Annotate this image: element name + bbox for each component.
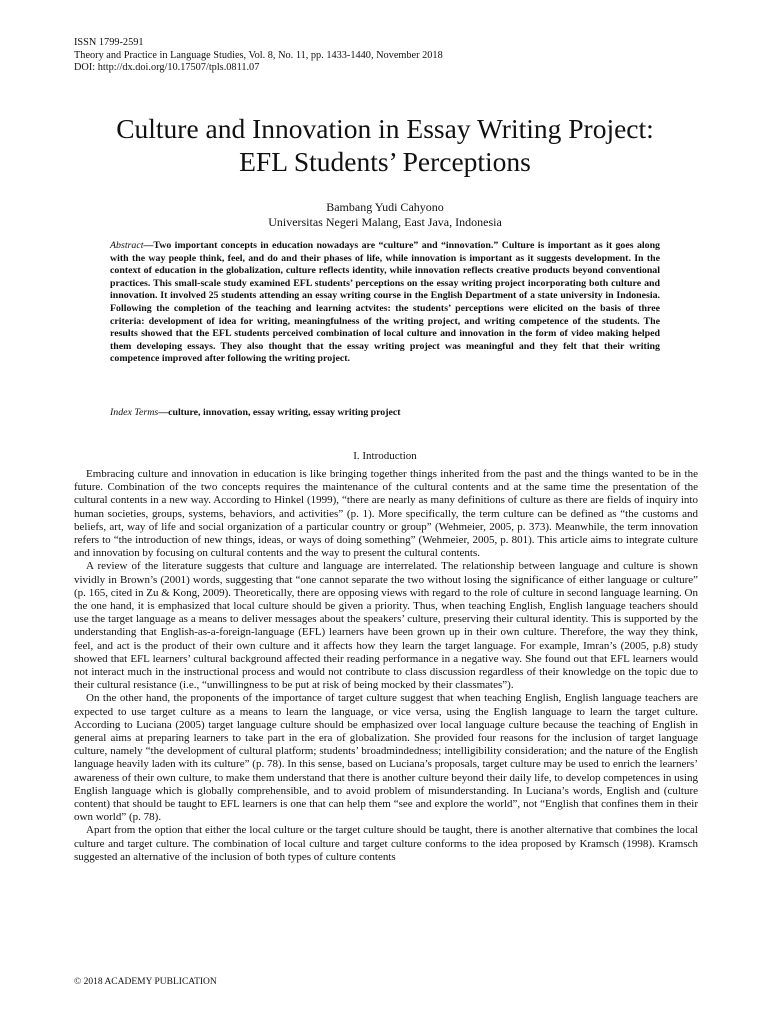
body-paragraph: On the other hand, the proponents of the importance of target culture suggest that when teaching English, English language teachers are expected to use target culture as a means to learn the language, or vice versa, using the English language to learn the target culture. According to Luciana (2005) target language culture should be emphasized over local language culture because the teaching of English in general aims at preparing learners to take part in the era of globalization. She provided four reasons for the inclusion of target language culture, namely “the development of cultural platform; students’ broadmindedness; intelligibility consideration; and the nature of the English language heavily laden with its culture” (p. 78). In this sense, based on Luciana’s proposals, target culture may be used to enrich the learners’ awareness of their own culture, to make them understand that there is another culture beyond their daily life, to develop competences in using English language which is globally comprehensible, and to avoid problem of misunderstanding. In Luciana’s words, English and (culture content) that should be taught to EFL learners is one that can help them “see and explore the world”, not “English that confines them in their own world” (p. 78). (74, 692, 698, 824)
section-heading: I. Introduction (353, 450, 417, 462)
index-terms-label: Index Terms (110, 407, 159, 418)
abstract-label: Abstract (110, 240, 144, 251)
body-paragraph: Embracing culture and innovation in education is like bringing together things inherited from the past and the things wanted to be in the future. Combination of the two concepts requires the maintenance of the cultural contents and at the same time the presentation of the cultural contents in a new way. According to Hinkel (1999), “there are nearly as many definitions of culture as there are fields of inquiry into human societies, groups, systems, behaviors, and activities” (p. 1). More specifically, the term culture can be defined as “the customs and beliefs, art, way of life and social organization of a particular country or group” (Wehmeier, 2005, p. 373). Meanwhile, the term innovation refers to “the introduction of new things, ideas, or ways of doing something” (Wehmeier, 2005, p. 801). This article aims to integrate culture and innovation by focusing on cultural contents and the way to present the cultural contents. (74, 468, 698, 560)
body-text (74, 468, 698, 864)
index-terms-text: —culture, innovation, essay writing, essay writing project (158, 407, 401, 418)
body-paragraph: Apart from the option that either the local culture or the target culture should be taught, there is another alternative that combines the local culture and target culture. The combination of local culture and target culture conforms to the idea proposed by Kramsch (1998). Kramsch suggested an alternative of the inclusion of both types of culture contents (74, 824, 698, 863)
copyright-footer: © 2018 ACADEMY PUBLICATION (74, 977, 217, 987)
title-line-1: Culture and Innovation in Essay Writing Project: (116, 113, 654, 144)
abstract-text: —Two important concepts in education nowadays are “culture” and “innovation.” Culture is important as it goes along with the way people think, feel, and do and their phases of life, while innovation is important as it suggests development. In the context of education in the globalization, culture reflects identity, while innovation reflects creative products beyond conventional practices. This small-scale study examined EFL students’ perceptions on the essay writing project incorporating both culture and innovation. It involved 25 students attending an essay writing course in the English Department of a state university in Indonesia. Following the completion of the teaching and learning actvites: the students’ perceptions were elicited on the basis of three criteria: development of idea for writing, meaningfulness of the writing project, and writing competence of the students. The results showed that the EFL students perceived combination of local culture and innovation in the form of video making helped them developing essays. They also thought that the essay writing project was meaningful and they felt that their writing competence improved after following the writing project. (110, 240, 660, 365)
author-block (40, 200, 730, 230)
author-name: Bambang Yudi Cahyono (326, 200, 444, 214)
paper-title (40, 112, 730, 178)
doi-line: DOI: http://dx.doi.org/10.17507/tpls.0811.07 (74, 62, 260, 74)
journal-header (74, 37, 443, 75)
title-line-2: EFL Students’ Perceptions (239, 146, 531, 177)
abstract (110, 240, 660, 366)
journal-citation-line: Theory and Practice in Language Studies, Vol. 8, No. 11, pp. 1433-1440, November 2018 (74, 49, 443, 61)
issn-line: ISSN 1799-2591 (74, 37, 144, 48)
index-terms (110, 407, 670, 418)
body-paragraph: A review of the literature suggests that culture and language are interrelated. The relationship between language and culture is shown vividly in Brown’s (2001) words, suggesting that “one cannot separate the two without losing the significance of either language or culture” (p. 165, cited in Zu & Kong, 2009). Theoretically, there are opposing views with regard to the role of culture in second language learning. On the one hand, it is emphasized that local culture should be given a priority. Thus, when teaching English, English language teachers should use the target language as a means to deliver messages about the speakers’ culture, preserving their cultural identity. This is supported by the understanding that English-as-a-foreign-language (EFL) learners have been grown up in their own culture. Therefore, the way they think, feel, and act is the product of their own culture and it affects how they learn the target language. For example, Imran’s (2005, p.8) study showed that EFL learners’ cultural background affected their reading performance in a negative way. She found out that EFL learners would not interact much in the instructional process and would not contribute to class discussion regardless of their knowledge on the topic due to their cultural resistance (i.e., “unwillingness to be put at risk of being mocked by their classmates”). (74, 560, 698, 692)
author-affiliation: Universitas Negeri Malang, East Java, Indonesia (268, 215, 502, 229)
